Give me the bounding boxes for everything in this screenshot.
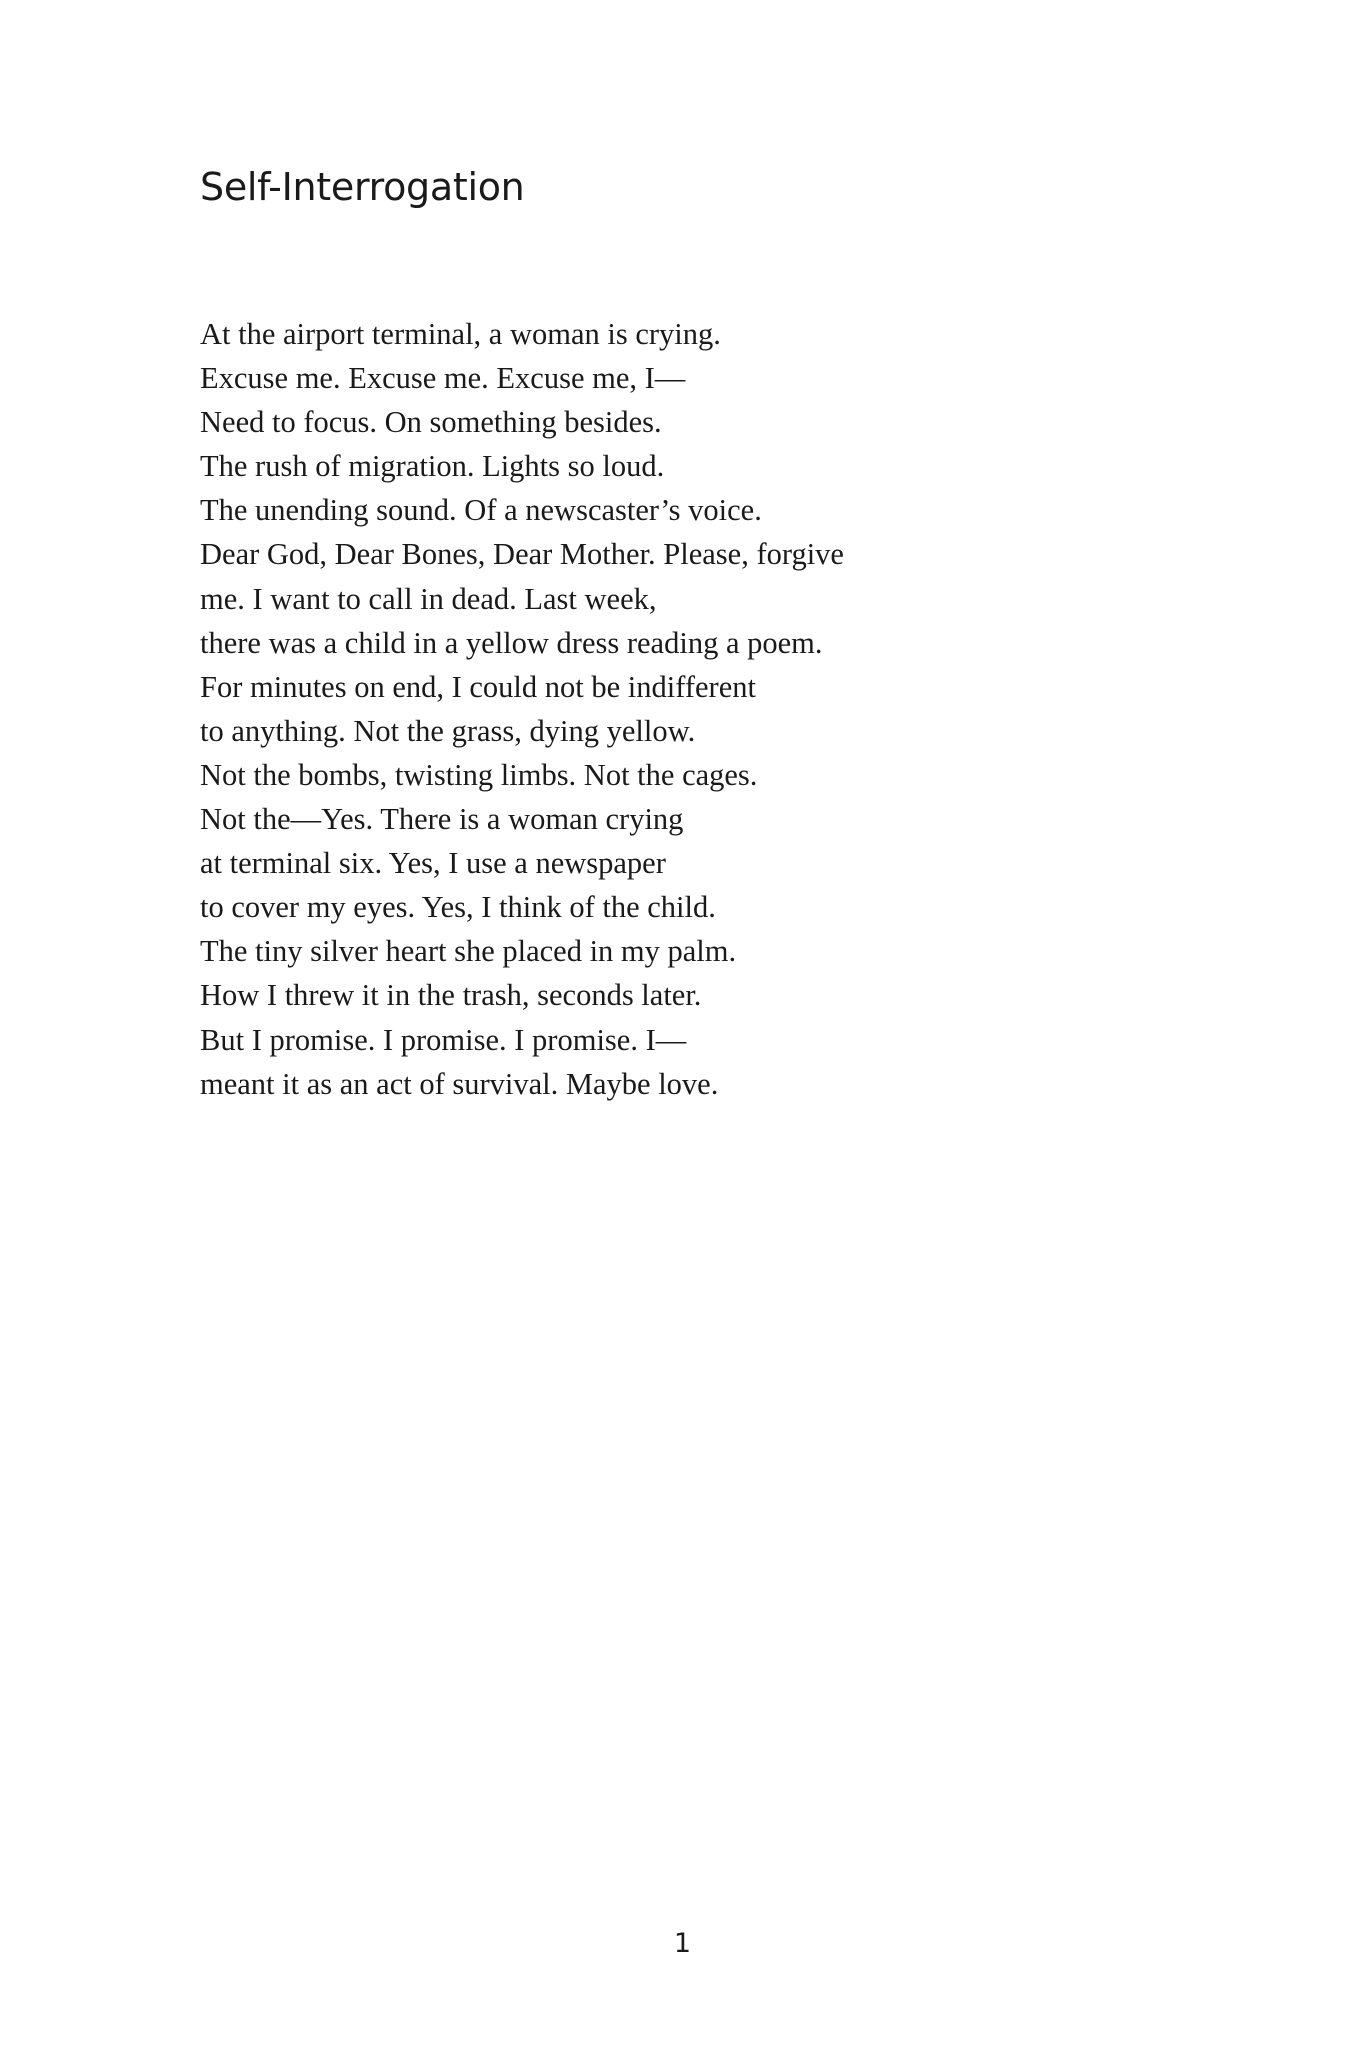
poem-line: Need to focus. On something besides. <box>200 405 662 440</box>
poem-line: At the airport terminal, a woman is crying. <box>200 317 721 351</box>
poem-line: to cover my eyes. Yes, I think of the child. <box>200 890 716 925</box>
poem-line: The tiny silver heart she placed in my palm. <box>200 934 737 969</box>
poem-line: there was a child in a yellow dress reading a poem. <box>200 625 823 660</box>
poem-line: But I promise. I promise. I promise. I— <box>200 1022 687 1057</box>
poem-line: at terminal six. Yes, I use a newspaper <box>200 846 666 881</box>
poem-line: Excuse me. Excuse me. Excuse me, I— <box>200 361 686 396</box>
poem-line: The unending sound. Of a newscaster’s voice. <box>200 493 762 528</box>
poem-line: For minutes on end, I could not be indifferent <box>200 669 756 704</box>
poem-body <box>200 312 1200 1106</box>
poem-line: How I threw it in the trash, seconds later. <box>200 978 702 1013</box>
poem-title: Self-Interrogation <box>200 165 525 209</box>
poem-line: to anything. Not the grass, dying yellow. <box>200 713 696 748</box>
poem-line: Not the—Yes. There is a woman crying <box>200 802 684 837</box>
poem-line: Not the bombs, twisting limbs. Not the cages. <box>200 757 758 792</box>
poem-line: Dear God, Dear Bones, Dear Mother. Please, forgive <box>200 537 844 572</box>
poem-line: The rush of migration. Lights so loud. <box>200 449 665 484</box>
page-number: 1 <box>673 1928 692 1959</box>
poem-line: meant it as an act of survival. Maybe love. <box>200 1066 719 1101</box>
poem-line: me. I want to call in dead. Last week, <box>200 581 657 616</box>
